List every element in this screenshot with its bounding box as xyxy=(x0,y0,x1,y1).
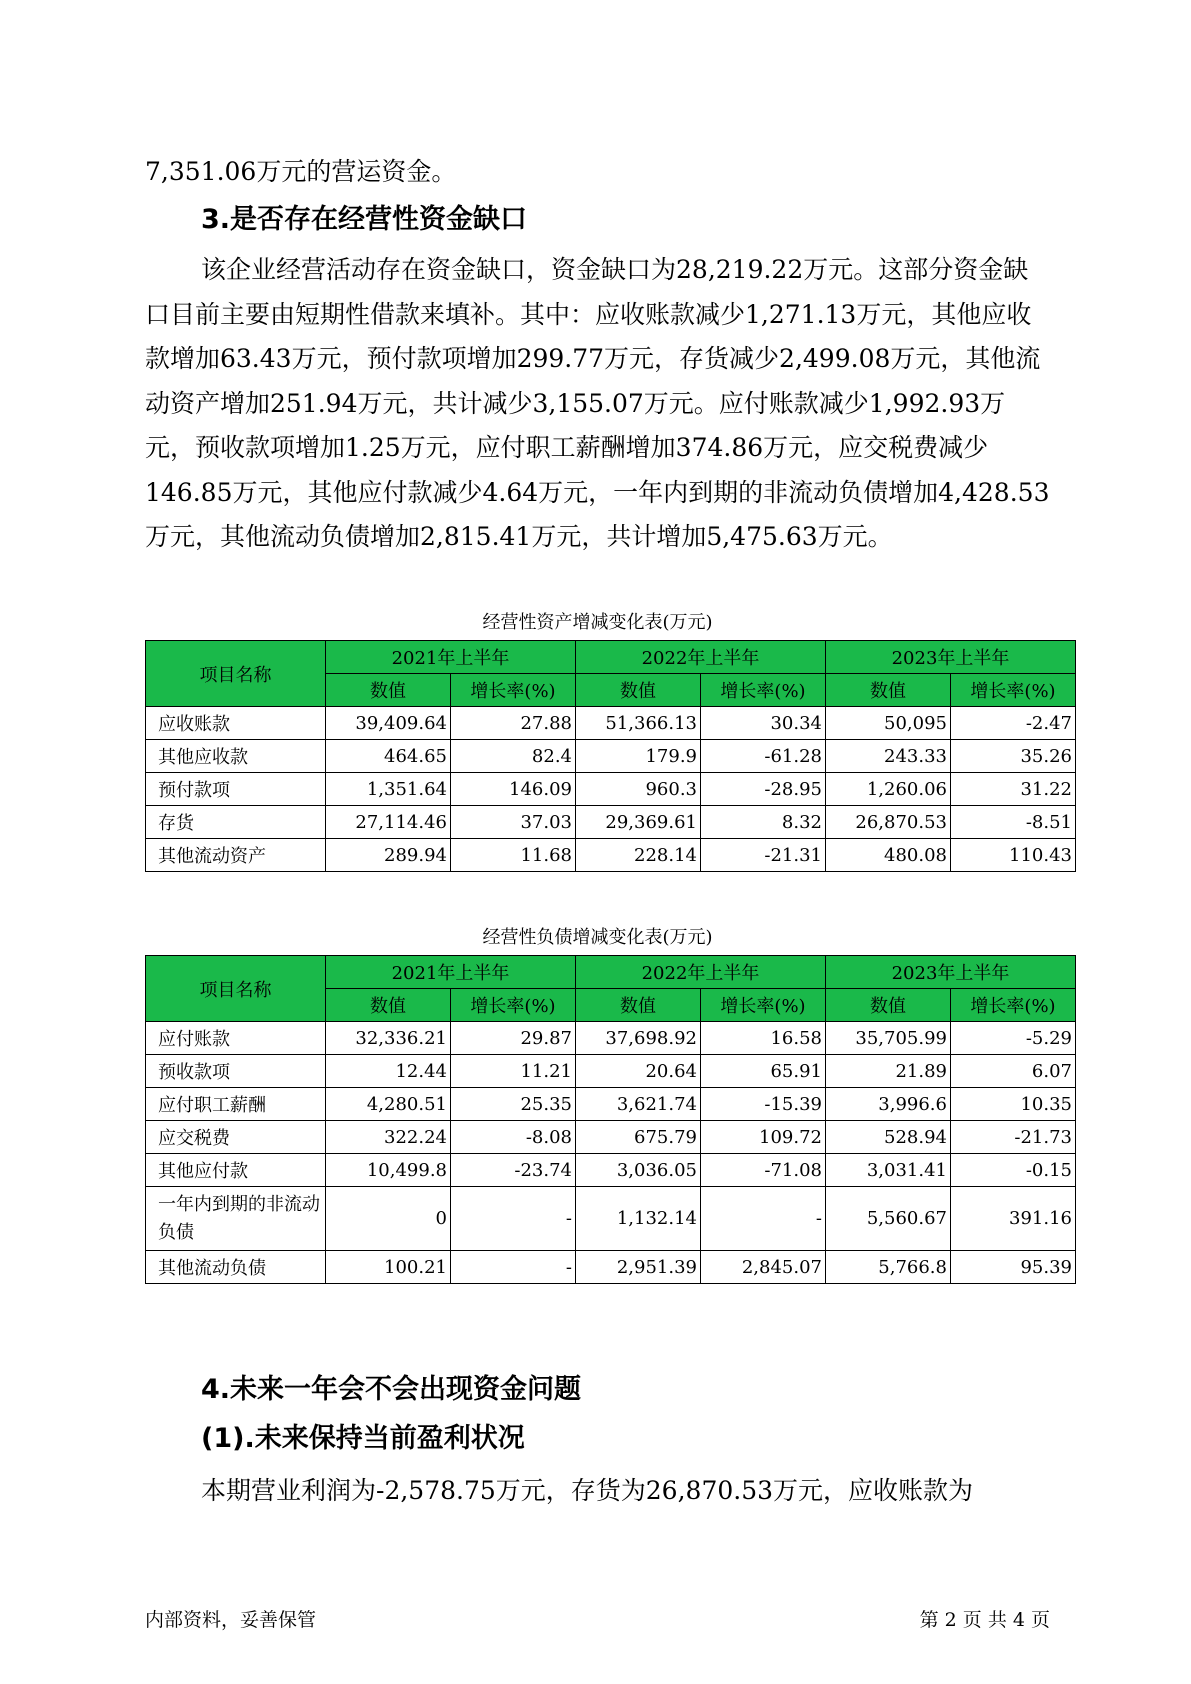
cell-value: 29,369.61 xyxy=(576,806,701,839)
row-name: 其他流动负债 xyxy=(146,1251,326,1284)
cell-rate: -28.95 xyxy=(701,773,826,806)
cell-value: 228.14 xyxy=(576,839,701,872)
row-name: 其他应收款 xyxy=(146,740,326,773)
cell-rate: -21.73 xyxy=(951,1121,1076,1154)
cell-rate: 109.72 xyxy=(701,1121,826,1154)
cell-rate: -2.47 xyxy=(951,707,1076,740)
section-heading-4: 4.未来一年会不会出现资金问题 xyxy=(201,1374,582,1405)
row-name: 应付账款 xyxy=(146,1022,326,1055)
cell-rate: 82.4 xyxy=(451,740,576,773)
header-value: 数值 xyxy=(826,989,951,1022)
table-row xyxy=(146,1088,1076,1121)
cell-value: 464.65 xyxy=(326,740,451,773)
cell-value: 50,095 xyxy=(826,707,951,740)
cell-rate: 95.39 xyxy=(951,1251,1076,1284)
cell-value: 289.94 xyxy=(326,839,451,872)
header-value: 数值 xyxy=(576,989,701,1022)
row-name: 应收账款 xyxy=(146,707,326,740)
cell-rate: - xyxy=(451,1251,576,1284)
cell-value: 3,036.05 xyxy=(576,1154,701,1187)
cell-rate: 65.91 xyxy=(701,1055,826,1088)
cell-value: 960.3 xyxy=(576,773,701,806)
header-rate: 增长率(%) xyxy=(701,674,826,707)
cell-rate: 16.58 xyxy=(701,1022,826,1055)
cell-value: 2,951.39 xyxy=(576,1251,701,1284)
cell-rate: 391.16 xyxy=(951,1187,1076,1251)
header-rate: 增长率(%) xyxy=(951,989,1076,1022)
cell-rate: - xyxy=(451,1187,576,1251)
cell-value: 1,132.14 xyxy=(576,1187,701,1251)
table-row xyxy=(146,806,1076,839)
table-row xyxy=(146,1121,1076,1154)
cell-rate: 110.43 xyxy=(951,839,1076,872)
cell-rate: -61.28 xyxy=(701,740,826,773)
row-name: 一年内到期的非流动负债 xyxy=(146,1187,326,1251)
cell-value: 322.24 xyxy=(326,1121,451,1154)
cell-value: 4,280.51 xyxy=(326,1088,451,1121)
table-row xyxy=(146,1187,1076,1251)
cell-rate: -5.29 xyxy=(951,1022,1076,1055)
cell-rate: 25.35 xyxy=(451,1088,576,1121)
cell-value: 37,698.92 xyxy=(576,1022,701,1055)
row-name: 应交税费 xyxy=(146,1121,326,1154)
header-rate: 增长率(%) xyxy=(451,989,576,1022)
table-row xyxy=(146,1055,1076,1088)
cell-rate: 6.07 xyxy=(951,1055,1076,1088)
cell-rate: - xyxy=(701,1187,826,1251)
cell-value: 675.79 xyxy=(576,1121,701,1154)
cell-rate: 31.22 xyxy=(951,773,1076,806)
cell-value: 3,996.6 xyxy=(826,1088,951,1121)
header-item-name: 项目名称 xyxy=(146,641,326,707)
header-year-2022: 2022年上半年 xyxy=(576,641,826,674)
liabilities-table xyxy=(145,955,1076,1284)
cell-value: 5,560.67 xyxy=(826,1187,951,1251)
header-year-2023: 2023年上半年 xyxy=(826,956,1076,989)
table-row xyxy=(146,1022,1076,1055)
footer-note: 内部资料，妥善保管 xyxy=(145,1609,317,1631)
cell-value: 32,336.21 xyxy=(326,1022,451,1055)
header-value: 数值 xyxy=(826,674,951,707)
cell-rate: 11.21 xyxy=(451,1055,576,1088)
cell-value: 39,409.64 xyxy=(326,707,451,740)
paragraph-profit: 本期营业利润为-2,578.75万元，存货为26,870.53万元，应收账款为 xyxy=(201,1476,974,1505)
header-year-2023: 2023年上半年 xyxy=(826,641,1076,674)
cell-value: 51,366.13 xyxy=(576,707,701,740)
cell-value: 480.08 xyxy=(826,839,951,872)
cell-rate: 35.26 xyxy=(951,740,1076,773)
cell-value: 5,766.8 xyxy=(826,1251,951,1284)
cell-value: 0 xyxy=(326,1187,451,1251)
section-heading-3: 3.是否存在经营性资金缺口 xyxy=(201,204,528,235)
row-name: 其他应付款 xyxy=(146,1154,326,1187)
table-row xyxy=(146,839,1076,872)
paragraph-continuation: 7,351.06万元的营运资金。 xyxy=(145,157,457,186)
cell-value: 3,621.74 xyxy=(576,1088,701,1121)
cell-rate: 2,845.07 xyxy=(701,1251,826,1284)
table-row xyxy=(146,707,1076,740)
cell-rate: 8.32 xyxy=(701,806,826,839)
cell-rate: -23.74 xyxy=(451,1154,576,1187)
header-year-2021: 2021年上半年 xyxy=(326,641,576,674)
row-name: 应付职工薪酬 xyxy=(146,1088,326,1121)
table-row xyxy=(146,740,1076,773)
row-name: 预收款项 xyxy=(146,1055,326,1088)
row-name: 预付款项 xyxy=(146,773,326,806)
cell-value: 20.64 xyxy=(576,1055,701,1088)
cell-value: 3,031.41 xyxy=(826,1154,951,1187)
assets-table xyxy=(145,640,1076,872)
cell-rate: -71.08 xyxy=(701,1154,826,1187)
header-year-2022: 2022年上半年 xyxy=(576,956,826,989)
cell-rate: -0.15 xyxy=(951,1154,1076,1187)
header-rate: 增长率(%) xyxy=(451,674,576,707)
cell-rate: 10.35 xyxy=(951,1088,1076,1121)
header-value: 数值 xyxy=(326,674,451,707)
row-name: 存货 xyxy=(146,806,326,839)
cell-rate: 30.34 xyxy=(701,707,826,740)
cell-value: 10,499.8 xyxy=(326,1154,451,1187)
table-row xyxy=(146,1154,1076,1187)
cell-rate: 27.88 xyxy=(451,707,576,740)
cell-value: 243.33 xyxy=(826,740,951,773)
cell-value: 27,114.46 xyxy=(326,806,451,839)
header-item-name: 项目名称 xyxy=(146,956,326,1022)
header-value: 数值 xyxy=(576,674,701,707)
header-value: 数值 xyxy=(326,989,451,1022)
cell-rate: -8.51 xyxy=(951,806,1076,839)
page-number: 第 2 页 共 4 页 xyxy=(919,1609,1050,1631)
cell-value: 12.44 xyxy=(326,1055,451,1088)
cell-value: 1,260.06 xyxy=(826,773,951,806)
cell-rate: 29.87 xyxy=(451,1022,576,1055)
table-row xyxy=(146,1251,1076,1284)
header-year-2021: 2021年上半年 xyxy=(326,956,576,989)
row-name: 其他流动资产 xyxy=(146,839,326,872)
cell-rate: 11.68 xyxy=(451,839,576,872)
cell-value: 21.89 xyxy=(826,1055,951,1088)
table-caption-liabilities: 经营性负债增减变化表(万元) xyxy=(482,927,713,948)
cell-rate: -15.39 xyxy=(701,1088,826,1121)
cell-value: 35,705.99 xyxy=(826,1022,951,1055)
cell-value: 179.9 xyxy=(576,740,701,773)
cell-rate: -8.08 xyxy=(451,1121,576,1154)
cell-rate: -21.31 xyxy=(701,839,826,872)
cell-value: 528.94 xyxy=(826,1121,951,1154)
cell-value: 100.21 xyxy=(326,1251,451,1284)
cell-rate: 146.09 xyxy=(451,773,576,806)
cell-value: 26,870.53 xyxy=(826,806,951,839)
table-row xyxy=(146,773,1076,806)
cell-rate: 37.03 xyxy=(451,806,576,839)
header-rate: 增长率(%) xyxy=(951,674,1076,707)
paragraph-funding-gap: 该企业经营活动存在资金缺口，资金缺口为28,219.22万元。这部分资金缺口目前主要由短期性借款来填补。其中：应收账款减少1,271.13万元，其他应收款增加63.43万元，预付款项增加299.77万元，存货减少2,499.08万元，其他流动资产增加251.94万元，共计减少3,155.07万元。应付账款减少1,992.93万元，预收款项增加1.25万元，应付职工薪酬增加374.86万元，应交税费减少146.85万元，其他应付款减少4.64万元，一年内到期的非流动负债增加4,428.53万元，其他流动负债增加2,815.41万元，共计增加5,475.63万元。 xyxy=(145,255,1050,551)
table-caption-assets: 经营性资产增减变化表(万元) xyxy=(482,612,713,633)
cell-value: 1,351.64 xyxy=(326,773,451,806)
header-rate: 增长率(%) xyxy=(701,989,826,1022)
subsection-heading-4-1: (1).未来保持当前盈利状况 xyxy=(201,1423,525,1454)
